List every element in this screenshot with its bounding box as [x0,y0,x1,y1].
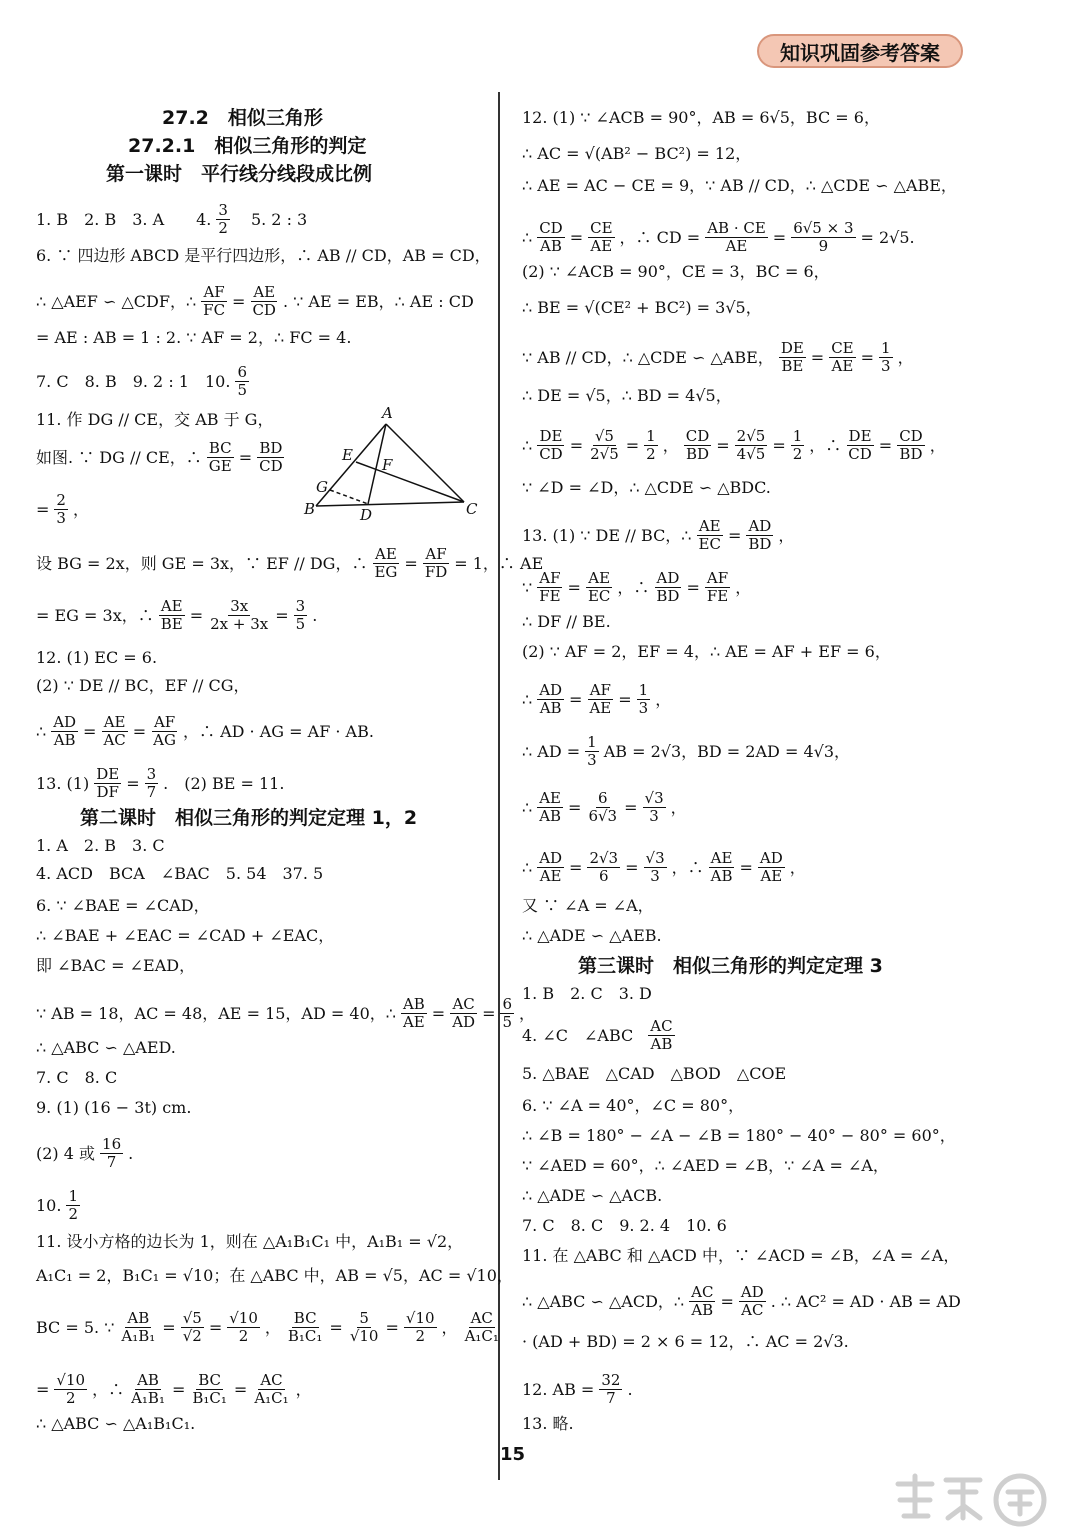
fraction: $\frac{AE}{AC}$ [103,713,126,749]
fraction: $\frac{AD}{BD}$ [748,517,772,553]
answer-line: 设 BG = 2x，则 GE = 3x，∵ EF // DG，∴ $\frac{AE}{EG}$ = $\frac{AF}{FD}$ = 1，∴ AE [36,545,544,581]
section-title: 27.2 相似三角形 [162,107,323,129]
fraction: $\frac{BD}{CD}$ [259,439,283,475]
answer-line: ∵ AB // CD，∴ △CDE ∽ △ABE， $\frac{DE}{BE}$ = $\frac{CE}{AE}$ = $\frac{1}{3}$ ， [522,339,914,375]
fraction: $\frac{AF}{FE}$ [539,569,561,605]
fraction: $\frac{AF}{FD}$ [424,545,448,581]
fraction: $\frac{√5}{√2}$ [182,1309,202,1345]
fraction: $\frac{DE}{DF}$ [96,765,120,801]
answer-line: ∴ $\frac{AD}{AB}$ = $\frac{AF}{AE}$ = $\frac{1}{3}$ ， [522,681,672,717]
fraction: $\frac{√5}{2√5}$ [590,427,619,463]
fraction: $\frac{1}{2}$ [792,427,803,463]
label-c: C [466,500,478,518]
fraction: $\frac{AB \cdot CE}{AE}$ [707,219,766,255]
fraction: $\frac{2√5}{4√5}$ [736,427,766,463]
answer-line: 7. C 8. C [36,1068,118,1087]
fraction: $\frac{√10}{2}$ [229,1309,258,1345]
fraction: $\frac{1}{3}$ [587,733,597,769]
fraction: $\frac{BC}{\text{B₁C₁}}$ [192,1371,227,1407]
fraction: $\frac{AF}{FE}$ [706,569,729,605]
fraction: $\frac{AB}{AE}$ [402,995,425,1031]
answer-line: ∵ AB = 18，AC = 48，AE = 15，AD = 40，∴ $\frac{AB}{AE}$ = $\frac{AC}{AD}$ = $\frac{6}{5}$ ， [36,995,536,1031]
fraction: $\frac{1}{3}$ [881,339,891,375]
fraction: $\frac{CD}{BD}$ [899,427,923,463]
fraction: $\frac{BC}{\text{B₁C₁}}$ [287,1309,323,1345]
answer-line: 10. $\frac{1}{2}$ [36,1187,78,1223]
fraction: $\frac{DE}{CD}$ [539,427,563,463]
fraction: $\frac{CE}{AE}$ [831,339,854,375]
fraction: $\frac{AC}{AB}$ [691,1283,714,1319]
answer-line: 即 ∠BAC = ∠EAD， [36,956,196,975]
answer-line: 如图. ∵ DG // CE，∴ $\frac{BC}{GE}$ = $\frac{BD}{CD}$ [36,439,283,475]
answer-line: ∴ AC = √(AB² − BC²) = 12， [522,144,752,163]
answer-line: 1. B 2. B 3. A 4. $\frac{3}{2}$ 5. 2 : 3 [36,201,308,237]
answer-line: 12. AB = $\frac{32}{7}$ . [522,1371,633,1407]
answer-line: A₁C₁ = 2，B₁C₁ = √10；在 △ABC 中，AB = √5，AC = √10， [36,1266,513,1285]
answer-line: = AE : AB = 1 : 2. ∵ AF = 2，∴ FC = 4. [36,328,352,347]
answer-line: ∴ △AEF ∽ △CDF，∴ $\frac{AF}{FC}$ = $\frac{AE}{CD}$ . ∵ AE = EB，∴ AE : CD [36,283,474,319]
answer-line: ∴ △ABC ∽ △ACD，∴ $\frac{AC}{AB}$ = $\frac{AD}{AC}$ . ∴ AC² = AD · AB = AD [522,1283,961,1319]
fraction: $\frac{AE}{EC}$ [698,517,721,553]
answer-line: 9. (1) (16 − 3t) cm. [36,1098,192,1117]
label-b: B [304,500,316,518]
fraction: $\frac{3}{5}$ [295,597,306,633]
answer-line: 13. (1) $\frac{DE}{DF}$ = $\frac{3}{7}$ . (2) BE = 11. [36,765,285,801]
fraction: $\frac{AD}{AC}$ [740,1283,764,1319]
fraction: $\frac{AC}{AD}$ [452,995,476,1031]
answer-line: ∴ DF // BE. [522,612,611,631]
fraction: $\frac{5}{√10}$ [349,1309,379,1345]
answer-line: 11. 在 △ABC 和 △ACD 中，∵ ∠ACD = ∠B，∠A = ∠A， [522,1246,960,1265]
answer-line: ∴ ∠B = 180° − ∠A − ∠B = 180° − 40° − 80° = 60°， [522,1126,956,1145]
answer-line: ∴ $\frac{CD}{AB}$ = $\frac{CE}{AE}$ ，∴ CD = $\frac{AB \cdot CE}{AE}$ = $\frac{6√5 \times 3}{9}$ = 2√5. [522,219,915,255]
answer-line: (2) ∵ ∠ACB = 90°，CE = 3，BC = 6， [522,262,830,281]
answer-key-badge: 知识巩固参考答案 [757,34,963,68]
fraction: $\frac{2}{3}$ [56,491,66,527]
answer-line: ∵ ∠AED = 60°，∴ ∠AED = ∠B，∵ ∠A = ∠A， [522,1156,889,1175]
fraction: $\frac{1}{3}$ [638,681,649,717]
fraction: $\frac{AF}{FC}$ [203,283,226,319]
fraction: $\frac{6√5 \times 3}{9}$ [793,219,854,255]
fraction: $\frac{AD}{AB}$ [53,713,77,749]
answer-line: BC = 5. ∵ $\frac{AB}{\text{A₁B₁}}$ = $\frac{√5}{√2}$ = $\frac{√10}{2}$ ， $\frac{BC}{\text{B₁C₁}}$ = $\frac{5}{√10}$ = $\frac{√10}{2}$ ， $\frac{AC}{\text{A₁C₁}}$ [36,1309,499,1345]
answer-line: 6. ∵ ∠A = 40°，∠C = 80°， [522,1096,745,1115]
fraction: $\frac{2√3}{6}$ [589,849,619,885]
answer-line: 13. 略. [522,1414,574,1433]
fraction: $\frac{AC}{AB}$ [650,1017,673,1053]
fraction: $\frac{3}{7}$ [146,765,157,801]
fraction: $\frac{DE}{CD}$ [848,427,872,463]
page-number: 15 [500,1444,526,1465]
answer-line: 11. 设小方格的边长为 1，则在 △A₁B₁C₁ 中，A₁B₁ = √2， [36,1232,464,1251]
answer-line: 4. ACD BCA ∠BAC 5. 54 37. 5 [36,864,324,883]
answer-line: (2) ∵ AF = 2，EF = 4，∴ AE = AF + EF = 6， [522,642,891,661]
fraction: $\frac{AD}{AB}$ [539,681,563,717]
fraction: $\frac{32}{7}$ [601,1371,621,1407]
fraction: $\frac{CD}{AB}$ [539,219,563,255]
answer-line: 7. C 8. B 9. 2 : 1 10. $\frac{6}{5}$ [36,363,247,399]
fraction: $\frac{AE}{EC}$ [587,569,611,605]
answer-line: 11. 作 DG // CE，交 AB 于 G， [36,410,274,429]
triangle-figure [300,402,490,522]
label-d: D [360,506,373,522]
answer-line: = $\frac{√10}{2}$ ，∴ $\frac{AB}{\text{A₁B₁}}$ = $\frac{BC}{\text{B₁C₁}}$ = $\frac{AC}{\text{A₁C₁}}$ ， [36,1371,312,1407]
answer-line: 12. (1) ∵ ∠ACB = 90°，AB = 6√5，BC = 6， [522,108,880,127]
label-f: F [382,456,393,474]
fraction: $\frac{√3}{3}$ [644,789,664,825]
fraction: $\frac{BC}{GE}$ [208,439,232,475]
answer-line: ∴ $\frac{DE}{CD}$ = $\frac{√5}{2√5}$ = $\frac{1}{2}$ ， $\frac{CD}{BD}$ = $\frac{2√5}{4√5}$ = $\frac{1}{2}$ ，∴ $\frac{DE}{CD}$ = $\frac{CD}{BD}$ ， [522,427,946,463]
answer-line: 6. ∵ 四边形 ABCD 是平行四边形，∴ AB // CD，AB = CD， [36,246,491,265]
fraction: $\frac{AE}{AB}$ [710,849,733,885]
side-ac [386,424,464,502]
label-e: E [342,446,353,464]
fraction: $\frac{AE}{BE}$ [160,597,183,633]
fraction: $\frac{CD}{BD}$ [685,427,710,463]
fraction: $\frac{CE}{AE}$ [590,219,613,255]
answer-line: (2) ∵ DE // BC，EF // CG， [36,676,250,695]
fraction: $\frac{AC}{\text{A₁C₁}}$ [464,1309,499,1345]
fraction: $\frac{AD}{BD}$ [656,569,680,605]
answer-line: 12. (1) EC = 6. [36,648,158,667]
answer-line: 又 ∵ ∠A = ∠A， [522,896,654,915]
answer-line: ∴ $\frac{AD}{AE}$ = $\frac{2√3}{6}$ = $\frac{√3}{3}$ ，∴ $\frac{AE}{AB}$ = $\frac{AD}{AE}$ ， [522,849,806,885]
fraction: $\frac{6}{5}$ [502,995,513,1031]
fraction: $\frac{AD}{AE}$ [759,849,783,885]
answer-line: ∴ △ABC ∽ △AED. [36,1038,176,1057]
answer-line: · (AD + BD) = 2 × 6 = 12，∴ AC = 2√3. [522,1332,849,1351]
fraction: $\frac{3x}{2x + 3x}$ [210,597,269,633]
label-a: A [382,404,393,422]
answer-line: ∴ AD = $\frac{1}{3}$ AB = 2√3，BD = 2AD = 4√3， [522,733,850,769]
side-bc [316,502,464,506]
answer-line: ∴ DE = √5，∴ BD = 4√5， [522,386,732,405]
answer-line: 4. ∠C ∠ABC $\frac{AC}{AB}$ [522,1017,673,1053]
answer-line: ∴ AE = AC − CE = 9，∵ AB // CD，∴ △CDE ∽ △ABE， [522,176,957,195]
fraction: $\frac{AE}{AB}$ [539,789,562,825]
fraction: $\frac{AF}{AG}$ [153,713,176,749]
answer-line: ∴ $\frac{AE}{AB}$ = $\frac{6}{6√3}$ = $\frac{√3}{3}$ ， [522,789,687,825]
answer-line: = $\frac{2}{3}$ ， [36,491,89,527]
fraction: $\frac{AF}{AE}$ [589,681,612,717]
answer-line: 1. A 2. B 3. C [36,836,165,855]
answer-line: (2) 4 或 $\frac{16}{7}$ . [36,1135,134,1171]
lesson-title-2: 第二课时 相似三角形的判定定理 1，2 [80,807,418,829]
fraction: $\frac{√10}{2}$ [56,1371,86,1407]
answer-line: 7. C 8. C 9. 2. 4 10. 6 [522,1216,727,1235]
answer-line: ∴ ∠BAE + ∠EAC = ∠CAD + ∠EAC， [36,926,335,945]
lesson-title-3: 第三课时 相似三角形的判定定理 3 [578,955,883,977]
answer-line: 1. B 2. C 3. D [522,984,652,1003]
fraction: $\frac{DE}{BE}$ [780,339,804,375]
fraction: $\frac{AB}{\text{A₁B₁}}$ [131,1371,165,1407]
fraction: $\frac{6}{5}$ [237,363,247,399]
answer-line: = EG = 3x，∴ $\frac{AE}{BE}$ = $\frac{3x}{2x + 3x}$ = $\frac{3}{5}$ . [36,597,318,633]
segment-dg [330,490,368,504]
subsection-title: 27.2.1 相似三角形的判定 [128,135,367,157]
fraction: $\frac{1}{2}$ [68,1187,78,1223]
answer-line: 6. ∵ ∠BAE = ∠CAD， [36,896,210,915]
fraction: $\frac{√10}{2}$ [405,1309,435,1345]
fraction: $\frac{√3}{3}$ [645,849,665,885]
fraction: $\frac{6}{6√3}$ [588,789,618,825]
answer-line: ∴ △ABC ∽ △A₁B₁C₁. [36,1414,196,1433]
answer-line: ∵ ∠D = ∠D，∴ △CDE ∽ △BDC. [522,478,771,497]
answer-line: 13. (1) ∵ DE // BC，∴ $\frac{AE}{EC}$ = $\frac{AD}{BD}$ ， [522,517,795,553]
fraction: $\frac{AB}{\text{A₁B₁}}$ [121,1309,156,1345]
fraction: $\frac{AE}{CD}$ [252,283,276,319]
answer-line: ∴ △ADE ∽ △ACB. [522,1186,663,1205]
label-g: G [316,478,328,496]
answer-line: ∴ BE = √(CE² + BC²) = 3√5， [522,298,762,317]
lesson-title-1: 第一课时 平行线分线段成比例 [106,163,373,185]
answer-line: ∴ $\frac{AD}{AB}$ = $\frac{AE}{AC}$ = $\frac{AF}{AG}$ ，∴ AD · AG = AF · AB. [36,713,374,749]
fraction: $\frac{3}{2}$ [218,201,228,237]
watermark-logo [890,1470,1060,1534]
fraction: $\frac{AC}{\text{A₁C₁}}$ [254,1371,289,1407]
fraction: $\frac{1}{2}$ [646,427,656,463]
fraction: $\frac{AD}{AE}$ [539,849,563,885]
fraction: $\frac{16}{7}$ [102,1135,122,1171]
answer-line: ∵ $\frac{AF}{FE}$ = $\frac{AE}{EC}$ ，∴ $\frac{AD}{BD}$ = $\frac{AF}{FE}$ ， [522,569,752,605]
answer-line: ∴ △ADE ∽ △AEB. [522,926,662,945]
fraction: $\frac{AE}{EG}$ [374,545,398,581]
answer-line: 5. △BAE △CAD △BOD △COE [522,1064,787,1083]
